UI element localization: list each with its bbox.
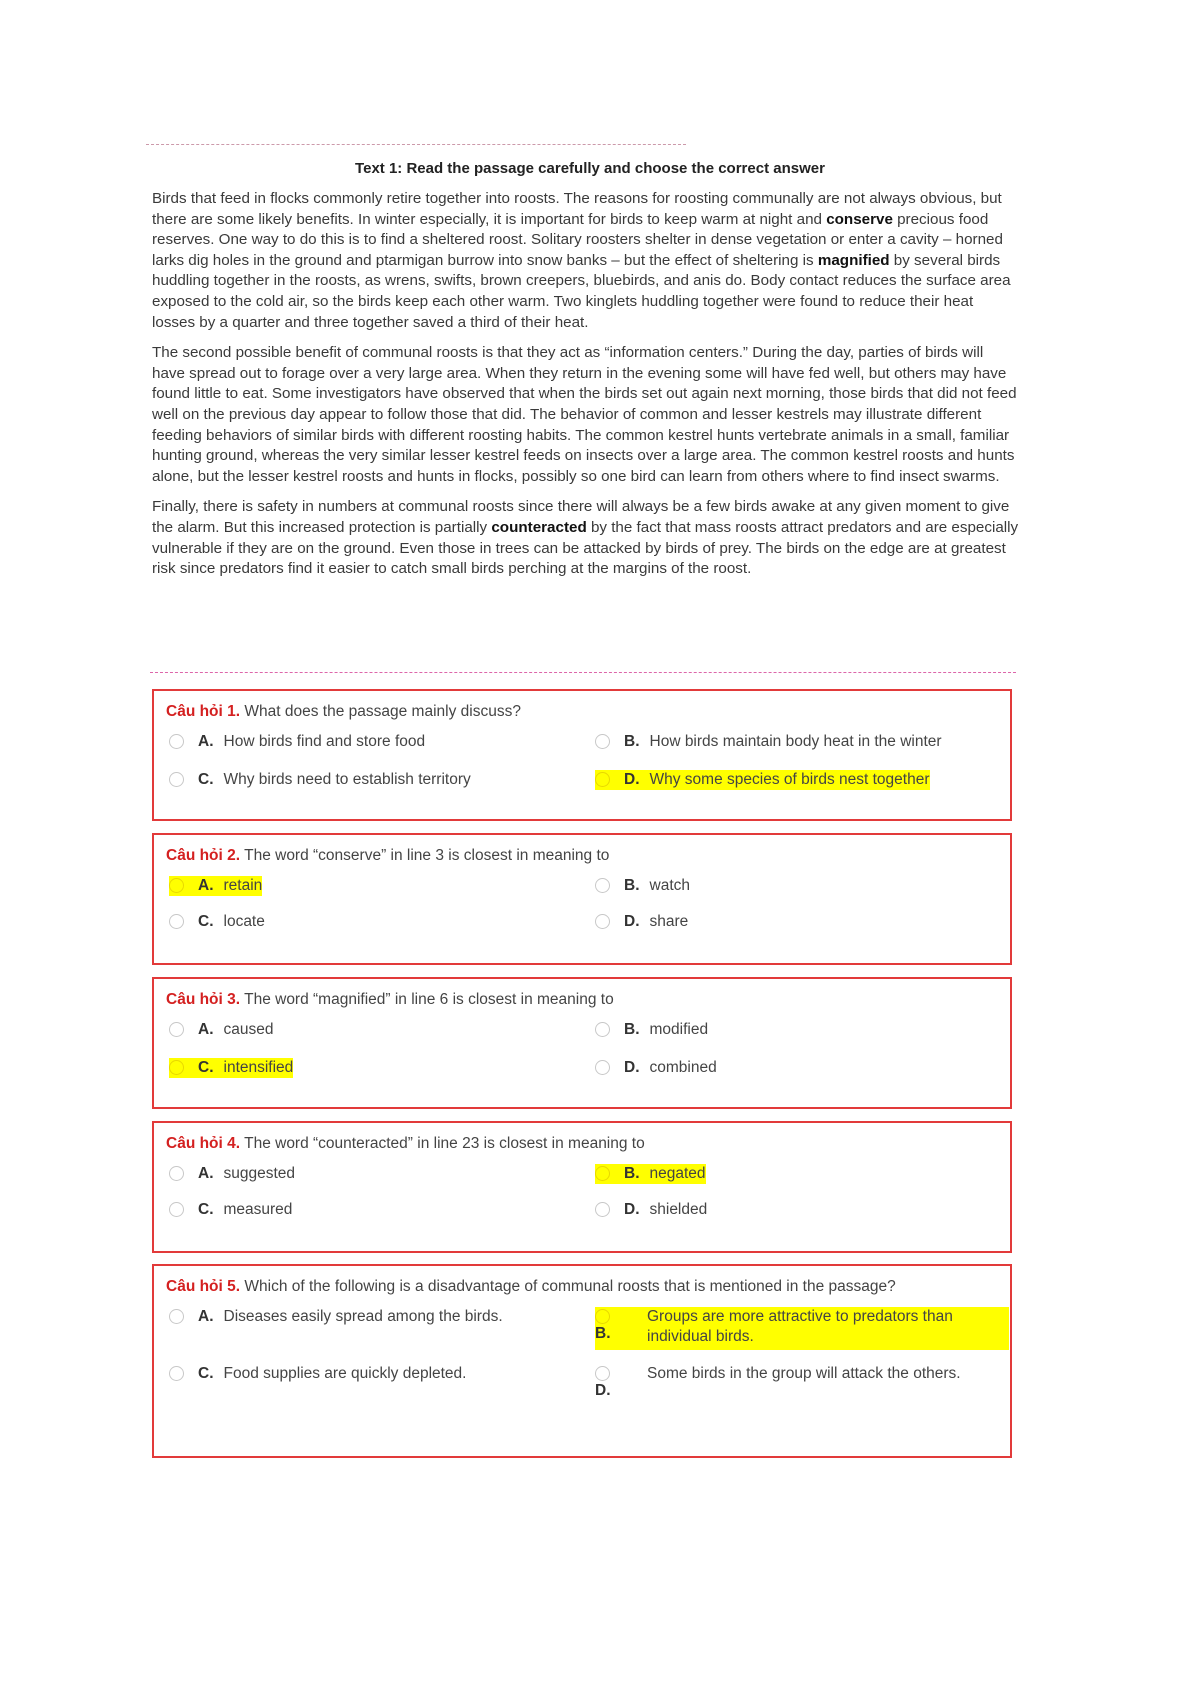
option-c[interactable] bbox=[169, 1200, 292, 1220]
option-letter: C. bbox=[198, 771, 214, 788]
radio-button[interactable] bbox=[595, 1202, 610, 1217]
passage-paragraph-3 bbox=[152, 497, 1020, 579]
radio-button[interactable] bbox=[169, 1166, 184, 1181]
option-text: retain bbox=[223, 877, 263, 894]
passage-text: Birds that feed in flocks commonly retire together into roosts. The reasons for roosting communally are not always obvious, but there are some likely benefits. In winter especially, it is important for birds to keep warm at night and bbox=[152, 190, 1002, 228]
option-text: Groups are more attractive to predators than individual birds. bbox=[647, 1308, 953, 1345]
question-text: What does the passage mainly discuss? bbox=[240, 703, 521, 720]
keyword-counteracted: counteracted bbox=[491, 518, 587, 536]
option-b[interactable] bbox=[595, 1020, 708, 1040]
radio-button[interactable] bbox=[595, 1366, 610, 1381]
question-number: Câu hỏi 1. bbox=[166, 703, 241, 720]
question-prompt bbox=[166, 701, 998, 723]
option-c[interactable] bbox=[169, 770, 471, 790]
option-text: How birds maintain body heat in the winter bbox=[649, 733, 942, 750]
keyword-conserve: conserve bbox=[826, 210, 893, 228]
option-text: Why some species of birds nest together bbox=[649, 771, 930, 788]
radio-button[interactable] bbox=[595, 1060, 610, 1075]
reading-passage bbox=[152, 189, 1020, 590]
option-a[interactable] bbox=[169, 1164, 295, 1184]
question-text: The word “magnified” in line 6 is closest in meaning to bbox=[240, 991, 614, 1008]
option-d[interactable] bbox=[595, 1364, 1009, 1401]
option-letter: C. bbox=[198, 1365, 214, 1382]
option-text: measured bbox=[223, 1201, 293, 1218]
question-number: Câu hỏi 4. bbox=[166, 1135, 241, 1152]
radio-button[interactable] bbox=[595, 772, 610, 787]
option-letter: B. bbox=[624, 877, 640, 894]
option-a[interactable] bbox=[169, 1020, 273, 1040]
question-text: The word “counteracted” in line 23 is closest in meaning to bbox=[240, 1135, 645, 1152]
option-text: How birds find and store food bbox=[223, 733, 426, 750]
option-text: combined bbox=[649, 1059, 717, 1076]
radio-button[interactable] bbox=[169, 878, 184, 893]
question-card-2 bbox=[152, 833, 1012, 965]
option-letter: B. bbox=[624, 733, 640, 750]
radio-button[interactable] bbox=[595, 1166, 610, 1181]
passage-divider bbox=[150, 672, 1016, 673]
option-b-selected[interactable] bbox=[595, 1164, 706, 1184]
option-text: suggested bbox=[223, 1165, 296, 1182]
option-text: shielded bbox=[649, 1201, 708, 1218]
option-text: caused bbox=[223, 1021, 274, 1038]
option-text: intensified bbox=[223, 1059, 294, 1076]
radio-button[interactable] bbox=[595, 1309, 610, 1324]
radio-button[interactable] bbox=[169, 1060, 184, 1075]
passage-paragraph-2: The second possible benefit of communal roosts is that they act as “information centers.” During the day, parties of birds will have spread out to forage over a very large area. When they return in the evening some will have fed well, but others may have found little to eat. Some investigators have observed that when the birds set out again next morning, those birds that did not feed well on the previous day appear to follow those that did. The behavior of common and lesser kestrels may illustrate different feeding behaviors of similar birds with different roosting habits. The common kestrel hunts vertebrate animals in a small, familiar hunting ground, whereas the very similar lesser kestrel feeds on insects over a large area. The common kestrel roosts and hunts alone, but the lesser kestrel roosts and hunts in flocks, possibly so one bird can learn from others where to find insect swarms. bbox=[152, 344, 1017, 485]
option-letter: D. bbox=[595, 1382, 611, 1399]
top-divider bbox=[146, 144, 686, 145]
option-letter: C. bbox=[198, 1059, 214, 1076]
question-prompt bbox=[166, 1133, 998, 1155]
option-letter: A. bbox=[198, 1021, 214, 1038]
question-number: Câu hỏi 5. bbox=[166, 1278, 241, 1295]
question-card-5 bbox=[152, 1264, 1012, 1458]
option-letter: A. bbox=[198, 877, 214, 894]
radio-button[interactable] bbox=[169, 914, 184, 929]
question-card-1 bbox=[152, 689, 1012, 821]
option-text: locate bbox=[223, 913, 265, 930]
radio-button[interactable] bbox=[595, 878, 610, 893]
passage-text: precious food reserves. One way to do this is to find a sheltered roost. Solitary roosters shelter in dense vegetation or enter a cavity – horned larks dig holes in the ground and ptarmigan burrow into snow banks – but the effect of sheltering is bbox=[152, 210, 1003, 269]
option-text: Diseases easily spread among the birds. bbox=[223, 1308, 503, 1325]
option-c[interactable] bbox=[169, 912, 265, 932]
question-prompt bbox=[166, 989, 998, 1011]
option-b[interactable] bbox=[595, 732, 942, 752]
radio-button[interactable] bbox=[169, 734, 184, 749]
option-text: negated bbox=[649, 1165, 706, 1182]
option-a-selected[interactable] bbox=[169, 876, 262, 896]
option-c-selected[interactable] bbox=[169, 1058, 293, 1078]
passage-text: by several birds huddling together in the roosts, as wrens, swifts, brown creepers, bluebirds, and anis do. Body contact reduces the surface area exposed to the cold air, so the birds keep each other warm. Two kinglets huddling together were found to reduce their heat losses by a quarter and three together saved a third of their heat. bbox=[152, 251, 1011, 331]
page-title: Text 1: Read the passage carefully and choose the correct answer bbox=[355, 160, 825, 177]
radio-button[interactable] bbox=[595, 1022, 610, 1037]
passage-text: by the fact that mass roosts attract predators and are especially vulnerable if they are on the ground. Even those in trees can be attacked by birds of prey. The birds on the edge are at greatest risk since predators find it easier to catch small birds perching at the margins of the roost. bbox=[152, 518, 1019, 578]
option-d-selected[interactable] bbox=[595, 770, 930, 790]
option-letter: D. bbox=[624, 1201, 640, 1218]
option-b-selected[interactable] bbox=[595, 1307, 1009, 1350]
option-letter: D. bbox=[624, 913, 640, 930]
question-prompt bbox=[166, 845, 998, 867]
option-letter: A. bbox=[198, 1308, 214, 1325]
radio-button[interactable] bbox=[169, 1366, 184, 1381]
option-letter: C. bbox=[198, 913, 214, 930]
option-d[interactable] bbox=[595, 912, 688, 932]
option-letter: A. bbox=[198, 733, 214, 750]
option-b[interactable] bbox=[595, 876, 690, 896]
question-card-3 bbox=[152, 977, 1012, 1109]
radio-button[interactable] bbox=[169, 772, 184, 787]
keyword-magnified: magnified bbox=[817, 251, 890, 269]
option-d[interactable] bbox=[595, 1058, 717, 1078]
radio-button[interactable] bbox=[595, 914, 610, 929]
option-letter: D. bbox=[624, 1059, 640, 1076]
option-text: watch bbox=[649, 877, 690, 894]
question-card-4 bbox=[152, 1121, 1012, 1253]
option-text: Some birds in the group will attack the others. bbox=[647, 1365, 961, 1382]
question-number: Câu hỏi 3. bbox=[166, 991, 241, 1008]
option-text: modified bbox=[649, 1021, 709, 1038]
option-a[interactable] bbox=[169, 732, 425, 752]
question-text: Which of the following is a disadvantage of communal roosts that is mentioned in the passage? bbox=[240, 1278, 896, 1295]
passage-text: Finally, there is safety in numbers at communal roosts since there will always be a few birds awake at any given moment to give the alarm. But this increased protection is partially bbox=[152, 498, 1010, 536]
option-letter: D. bbox=[624, 771, 640, 788]
passage-paragraph-1 bbox=[152, 189, 1020, 333]
option-letter: B. bbox=[595, 1325, 611, 1342]
option-letter: B. bbox=[624, 1021, 640, 1038]
option-marker bbox=[595, 1307, 647, 1344]
option-text: Food supplies are quickly depleted. bbox=[223, 1365, 467, 1382]
question-number: Câu hỏi 2. bbox=[166, 847, 241, 864]
option-text: Why birds need to establish territory bbox=[223, 771, 471, 788]
question-text: The word “conserve” in line 3 is closest in meaning to bbox=[240, 847, 610, 864]
option-marker bbox=[595, 1364, 647, 1401]
question-prompt bbox=[166, 1276, 936, 1298]
radio-button[interactable] bbox=[169, 1309, 184, 1324]
option-letter: C. bbox=[198, 1201, 214, 1218]
option-text: share bbox=[649, 913, 689, 930]
radio-button[interactable] bbox=[169, 1022, 184, 1037]
radio-button[interactable] bbox=[169, 1202, 184, 1217]
radio-button[interactable] bbox=[595, 734, 610, 749]
option-c[interactable] bbox=[169, 1364, 466, 1384]
option-letter: A. bbox=[198, 1165, 214, 1182]
option-d[interactable] bbox=[595, 1200, 707, 1220]
option-a[interactable] bbox=[169, 1307, 503, 1327]
option-letter: B. bbox=[624, 1165, 640, 1182]
